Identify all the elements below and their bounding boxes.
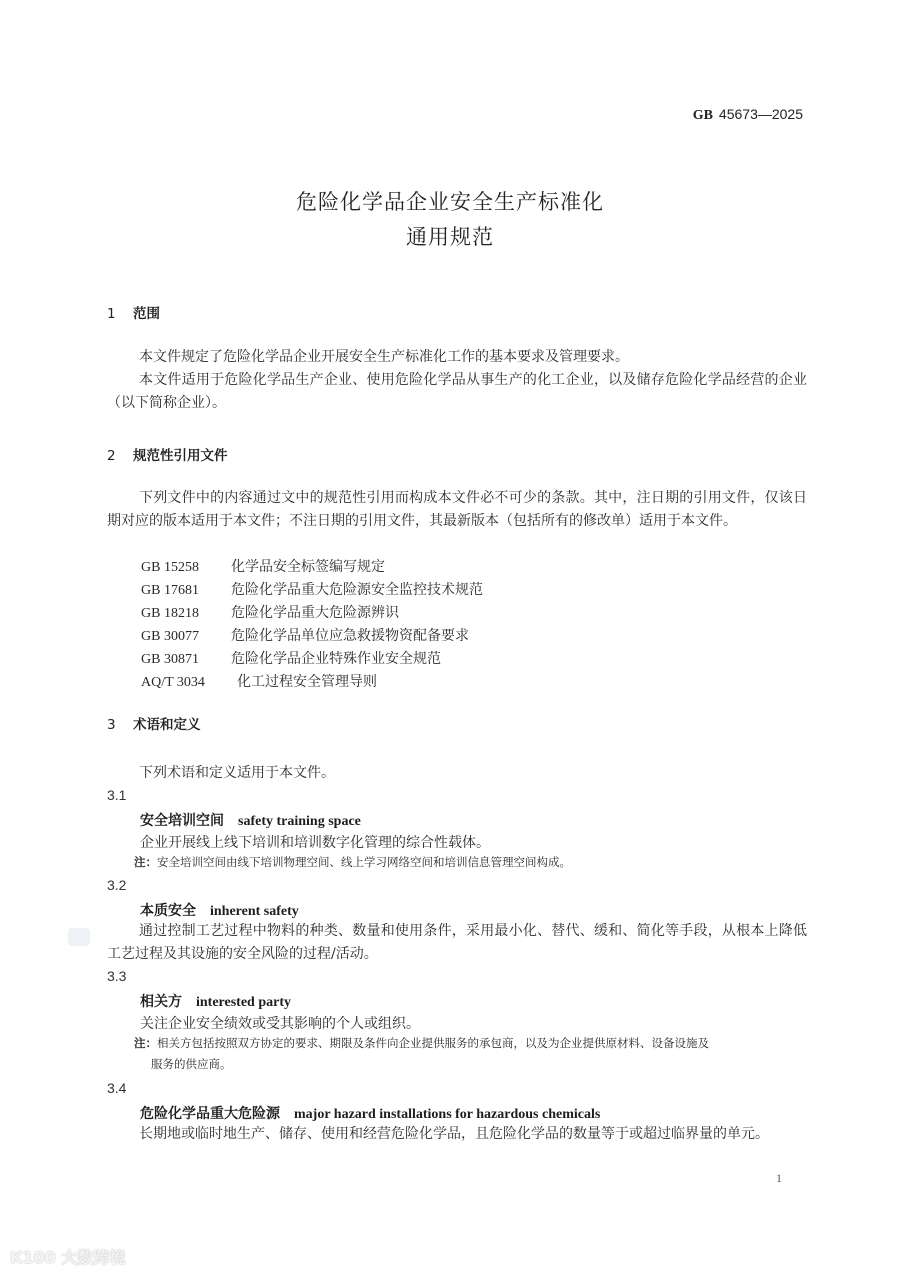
standard-code	[693, 106, 803, 124]
term-english: inherent safety	[210, 904, 299, 919]
reference-item	[141, 579, 483, 599]
term-definition: 企业开展线上线下培训和培训数字化管理的综合性载体。	[140, 835, 490, 851]
term-chinese: 本质安全	[140, 903, 196, 919]
section-heading-normative-references	[107, 444, 228, 464]
note-text-line1: 相关方包括按照双方协定的要求、期限及条件向企业提供服务的承包商，以及为企业提供原材料、设备设施及	[157, 1036, 709, 1050]
section-heading-scope	[107, 302, 160, 322]
term-chinese: 安全培训空间	[140, 813, 224, 829]
reference-item	[141, 602, 399, 622]
terms-intro-paragraph: 下列术语和定义适用于本文件。	[139, 765, 335, 781]
term-english: safety training space	[238, 814, 361, 829]
standard-prefix: GB	[692, 108, 713, 123]
note-text-line2: 服务的供应商。	[151, 1057, 232, 1071]
scope-paragraph-1: 本文件规定了危险化学品企业开展安全生产标准化工作的基本要求及管理要求。	[139, 349, 629, 365]
term-chinese: 危险化学品重大危险源	[140, 1106, 280, 1122]
clause-number: 3.4	[107, 1080, 127, 1096]
section-title: 规范性引用文件	[133, 448, 228, 464]
term-note	[134, 1033, 806, 1075]
scope-paragraph-2: 本文件适用于危险化学品生产企业、使用危险化学品从事生产的化工企业，以及储存危险化学品经营的企业（以下简称企业）。	[107, 372, 807, 411]
reference-code: GB 30077	[141, 629, 199, 644]
page-number: 1	[776, 1171, 782, 1185]
term-english: major hazard installations for hazardous chemicals	[294, 1107, 601, 1122]
note-label: 注：	[134, 855, 157, 869]
note-text: 安全培训空间由线下培训物理空间、线上学习网络空间和培训信息管理空间构成。	[157, 855, 571, 869]
term-definition: 关注企业安全绩效或受其影响的个人或组织。	[140, 1016, 420, 1032]
section-number: 2	[107, 448, 116, 464]
note-label: 注：	[134, 1036, 157, 1050]
document-title-line2: 通用规范	[406, 225, 494, 249]
term-chinese: 相关方	[140, 994, 182, 1010]
reference-item	[141, 648, 441, 668]
reference-code: GB 17681	[141, 583, 199, 598]
reference-item	[141, 625, 469, 645]
reference-title: 危险化学品重大危险源辨识	[231, 605, 399, 621]
term-english: interested party	[196, 995, 291, 1010]
term-heading	[140, 900, 299, 920]
term-heading	[140, 991, 291, 1011]
reference-code: GB 18218	[141, 606, 199, 621]
section-heading-terms-definitions	[107, 713, 201, 733]
term-definition: 通过控制工艺过程中物料的种类、数量和使用条件，采用最小化、替代、缓和、简化等手段，从根本上降低工艺过程及其设施的安全风险的过程/活动。	[107, 923, 807, 962]
reference-title: 危险化学品单位应急救援物资配备要求	[231, 628, 469, 644]
clause-number: 3.2	[107, 877, 127, 893]
reference-item	[141, 556, 385, 576]
section-title: 术语和定义	[133, 717, 201, 733]
reference-title: 危险化学品企业特殊作业安全规范	[231, 651, 441, 667]
term-heading	[140, 1103, 600, 1123]
section-title: 范围	[133, 306, 160, 322]
section-number: 3	[107, 717, 116, 733]
scan-artifact-mark	[68, 928, 90, 946]
section-number: 1	[107, 306, 116, 322]
reference-code: AQ/T 3034	[141, 675, 205, 690]
watermark-logo: K100 大数跨境	[10, 1248, 126, 1267]
standard-number: 45673—2025	[718, 106, 803, 122]
reference-title: 化工过程安全管理导则	[237, 674, 377, 690]
term-note	[134, 852, 806, 873]
reference-title: 化学品安全标签编写规定	[231, 559, 385, 575]
document-title-line1: 危险化学品企业安全生产标准化	[296, 190, 604, 214]
reference-item	[141, 671, 377, 691]
clause-number: 3.3	[107, 968, 127, 984]
references-intro-paragraph: 下列文件中的内容通过文中的规范性引用而构成本文件必不可少的条款。其中，注日期的引用文件，仅该日期对应的版本适用于本文件；不注日期的引用文件，其最新版本（包括所有的修改单）适用于本文件。	[107, 490, 807, 529]
reference-title: 危险化学品重大危险源安全监控技术规范	[231, 582, 483, 598]
term-heading	[140, 810, 361, 830]
clause-number: 3.1	[107, 787, 127, 803]
reference-code: GB 30871	[141, 652, 199, 667]
term-definition: 长期地或临时地生产、储存、使用和经营危险化学品，且危险化学品的数量等于或超过临界量的单元。	[139, 1126, 769, 1142]
reference-code: GB 15258	[141, 560, 199, 575]
